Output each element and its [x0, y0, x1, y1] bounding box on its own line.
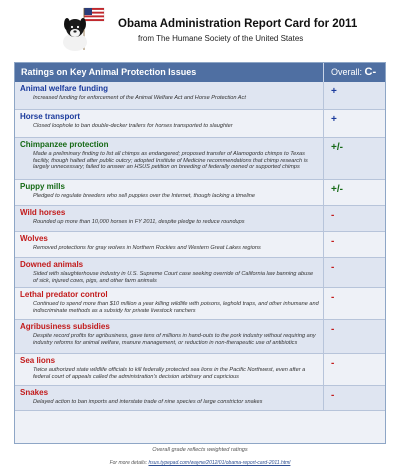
issue-name: Downed animals	[20, 260, 84, 269]
issue-description: Pledged to regulate breeders who sell puppies over the Internet, though lacking a timeline	[33, 193, 256, 199]
overall-grade	[331, 66, 376, 78]
issue-name: Horse transport	[20, 112, 81, 121]
more-info	[0, 460, 400, 466]
issue-grade: +	[331, 86, 337, 97]
rating-row	[15, 82, 385, 110]
more-info-prefix: For more details:	[109, 460, 148, 466]
rating-row	[15, 138, 385, 180]
overall-label: Overall:	[331, 67, 363, 77]
table-heading: Ratings on Key Animal Protection Issues	[21, 67, 197, 77]
issue-name: Snakes	[20, 388, 49, 397]
rating-row	[15, 110, 385, 138]
issue-description: Despite record profits for agribusiness, gave tens of millions in hand-outs to the pork industry without requiring any industry reforms for animal welfare, manure management, or reduction in non-therapeutic use of antibiotics	[33, 333, 316, 346]
issue-name: Animal welfare funding	[20, 84, 109, 93]
rating-row	[15, 288, 385, 320]
issue-description: Twice authorized state wildlife officials to kill federally protected sea lions in the Pacific Northwest, even after a federal court of appeals called the administration's decision arbitrary and capricious	[33, 367, 306, 380]
issue-grade: -	[331, 262, 335, 273]
issue-name: Chimpanzee protection	[20, 140, 109, 149]
issue-grade: -	[331, 324, 335, 335]
overall-grade-value: C-	[364, 66, 377, 78]
issue-grade: +/-	[331, 184, 343, 195]
report-header	[0, 0, 400, 60]
issue-description: Delayed action to ban imports and interstate trade of nine species of large constrictor snakes	[33, 399, 263, 405]
issue-description: Continued to spend more than $10 million a year killing wildlife with poisons, leghold traps, and other inhumane and indiscriminate methods as a subsidy for private livestock ranchers	[33, 301, 319, 314]
issue-grade: +/-	[331, 142, 343, 153]
row-divider	[323, 82, 324, 109]
row-divider	[323, 354, 324, 385]
issue-name: Puppy mills	[20, 182, 65, 191]
report-subtitle: from The Humane Society of the United States	[138, 34, 304, 43]
issue-description: Rounded up more than 10,000 horses in FY 2011, despite pledge to reduce roundups	[33, 219, 245, 225]
issue-name: Wild horses	[20, 208, 66, 217]
issue-description: Sided with slaughterhouse industry in U.S. Supreme Court case seeking override of California law banning abuse of sick, injured cows, pigs, and other farm animals	[33, 271, 314, 284]
rating-row	[15, 258, 385, 288]
rating-row	[15, 386, 385, 411]
issue-name: Wolves	[20, 234, 48, 243]
dog-with-flag-logo	[62, 6, 106, 52]
row-divider	[323, 320, 324, 353]
report-title: Obama Administration Report Card for 2011	[118, 18, 358, 30]
row-divider	[323, 258, 324, 287]
header-divider	[323, 63, 324, 82]
footnote: Overall grade reflects weighted ratings	[152, 447, 248, 453]
row-divider	[323, 138, 324, 179]
rating-row	[15, 354, 385, 386]
rating-row	[15, 206, 385, 232]
issue-grade: -	[331, 390, 335, 401]
rating-row	[15, 232, 385, 258]
row-divider	[323, 386, 324, 410]
issue-grade: -	[331, 236, 335, 247]
rating-row	[15, 180, 385, 206]
issue-name: Sea lions	[20, 356, 56, 365]
issue-description: Made a preliminary finding to list all chimps as endangered; proposed transfer of Alamogordo chimps to Texas facility, though halted after public outcry; adopted Institute of Medicine recommendations that chimp research is largely unnecessary; failed to answer an HSUS petition on breeding of federally owned or supported chimps	[33, 151, 308, 171]
issue-description: Removed protections for gray wolves in Northern Rockies and Western Great Lakes regions	[33, 245, 261, 251]
row-divider	[323, 206, 324, 231]
issue-grade: -	[331, 210, 335, 221]
rating-row	[15, 320, 385, 354]
issue-description: Increased funding for enforcement of the Animal Welfare Act and Horse Protection Act	[33, 95, 246, 101]
issue-description: Closed loophole to ban double-decker trailers for horses transported to slaughter	[33, 123, 233, 129]
issue-grade: -	[331, 358, 335, 369]
row-divider	[323, 180, 324, 205]
table-header	[15, 63, 385, 82]
row-divider	[323, 232, 324, 257]
issue-grade: +	[331, 114, 337, 125]
more-info-link[interactable]: hsus.typepad.com/wayne/2012/01/obama-report-card-2011.html	[148, 460, 291, 466]
ratings-list	[15, 82, 385, 411]
row-divider	[323, 288, 324, 319]
row-divider	[323, 110, 324, 137]
report-card-table	[14, 62, 386, 444]
issue-name: Lethal predator control	[20, 290, 108, 299]
issue-grade: -	[331, 292, 335, 303]
issue-name: Agribusiness subsidies	[20, 322, 110, 331]
